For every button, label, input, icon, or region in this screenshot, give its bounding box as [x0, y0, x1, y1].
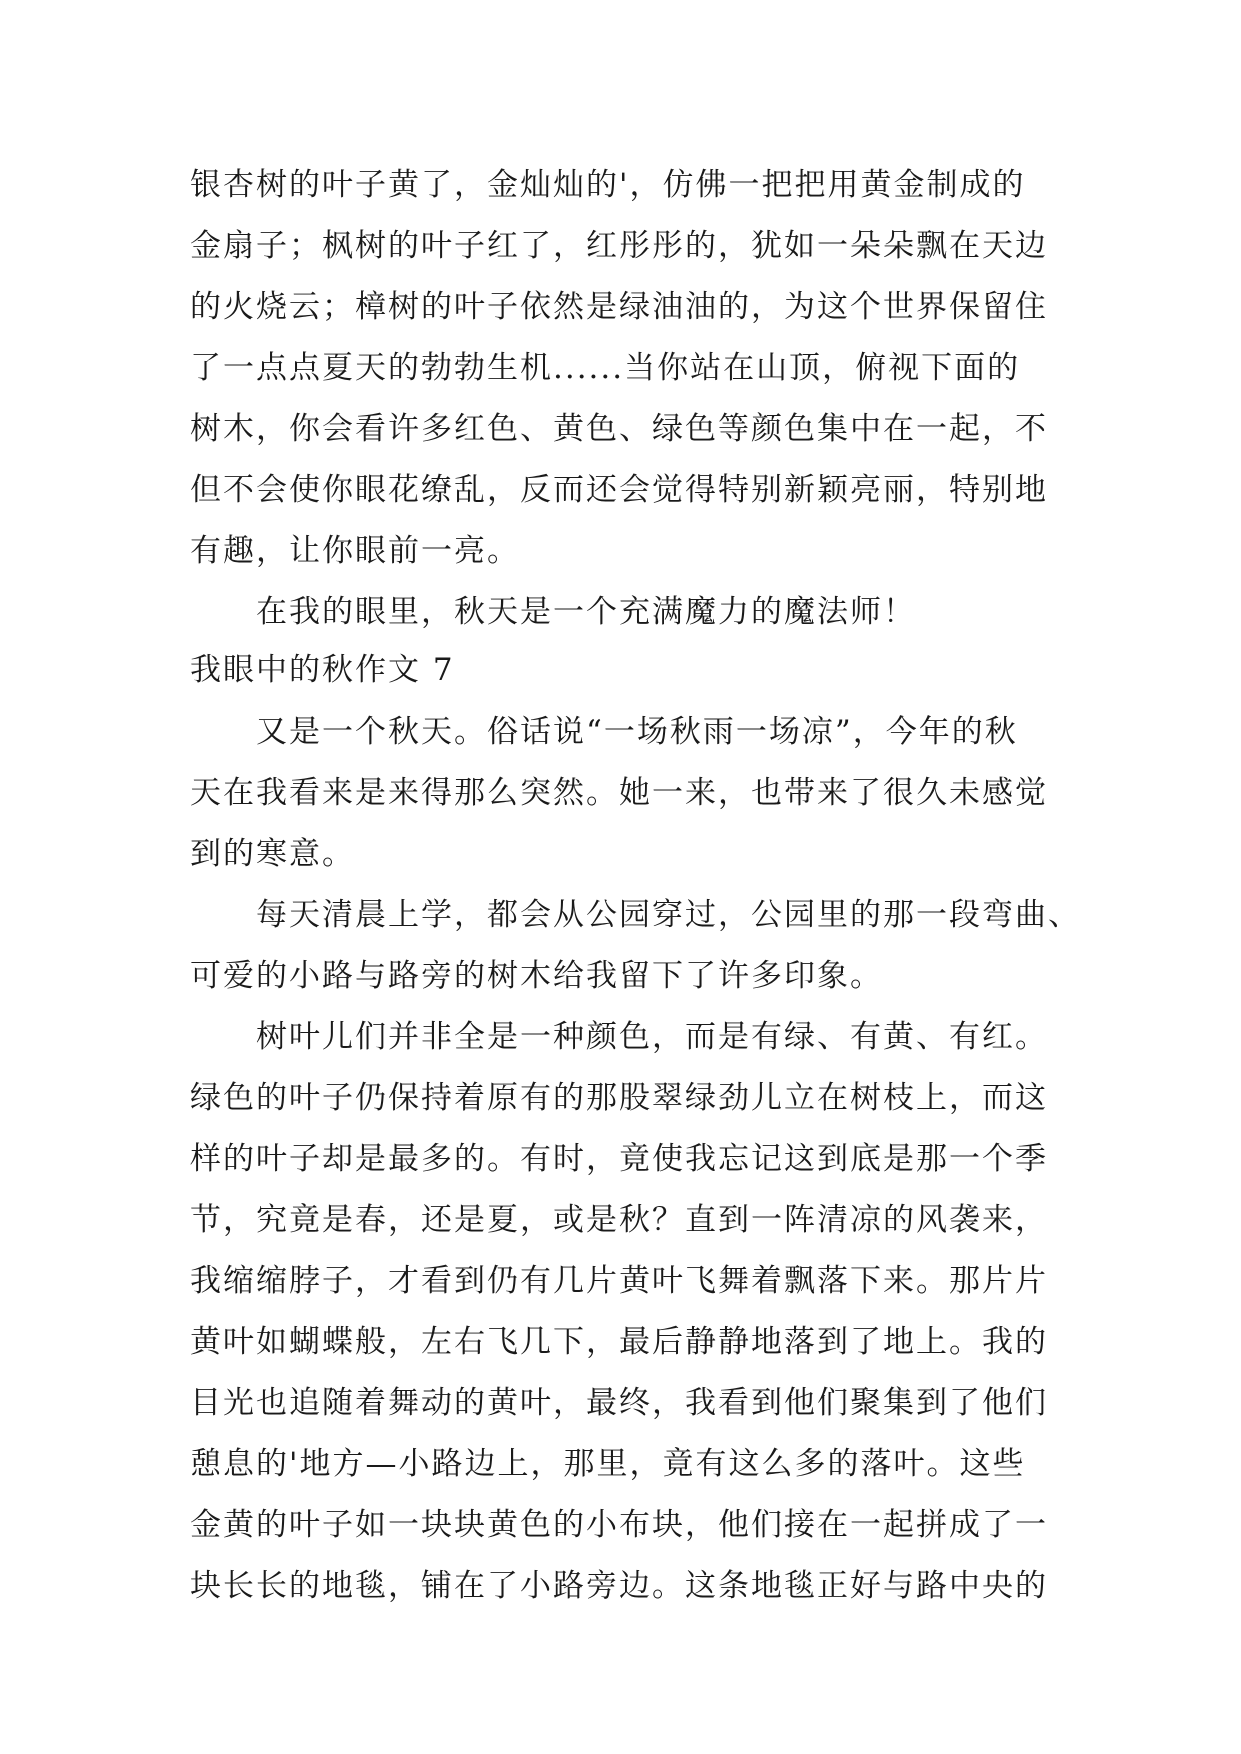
- text-line: 了一点点夏天的勃勃生机......当你站在山顶，俯视下面的: [190, 350, 1021, 386]
- paragraph-park-path: [190, 885, 1081, 1007]
- text-line: 在我的眼里，秋天是一个充满魔力的魔法师！: [256, 594, 916, 630]
- text-line: 的火烧云；樟树的叶子依然是绿油油的，为这个世界保留住: [190, 289, 1048, 325]
- paragraph-autumn-magician: [190, 582, 1070, 643]
- text-line: 样的叶子却是最多的。有时，竟使我忘记这到底是那一个季: [190, 1141, 1048, 1177]
- text-line: 节，究竟是春，还是夏，或是秋？直到一阵清凉的风袭来，: [190, 1202, 1048, 1238]
- text-line: 到的寒意。: [190, 836, 355, 872]
- text-line: 块长长的地毯，铺在了小路旁边。这条地毯正好与路中央的: [190, 1568, 1048, 1604]
- text-line: 可爱的小路与路旁的树木给我留下了许多印象。: [190, 958, 883, 994]
- text-line: 憩息的'地方—小路边上，那里，竟有这么多的落叶。这些: [190, 1446, 1026, 1482]
- text-line: 我缩缩脖子，才看到仍有几片黄叶飞舞着飘落下来。那片片: [190, 1263, 1048, 1299]
- text-line: 树叶儿们并非全是一种颜色，而是有绿、有黄、有红。: [256, 1019, 1048, 1055]
- text-line: 天在我看来是来得那么突然。她一来，也带来了很久未感觉: [190, 775, 1048, 811]
- text-line: 银杏树的叶子黄了，金灿灿的'，仿佛一把把用黄金制成的: [190, 167, 1026, 203]
- text-line: 金黄的叶子如一块块黄色的小布块，他们接在一起拼成了一: [190, 1507, 1048, 1543]
- paragraph-ginkgo-leaves: [190, 155, 1070, 582]
- text-line: 又是一个秋天。俗话说“一场秋雨一场凉”，今年的秋: [256, 714, 1018, 750]
- text-line: 但不会使你眼花缭乱，反而还会觉得特别新颖亮丽，特别地: [190, 472, 1048, 508]
- text-line: 有趣，让你眼前一亮。: [190, 533, 520, 569]
- text-line: 目光也追随着舞动的黄叶，最终，我看到他们聚集到了他们: [190, 1385, 1048, 1421]
- text-line: 树木，你会看许多红色、黄色、绿色等颜色集中在一起，不: [190, 411, 1048, 447]
- paragraph-autumn-arrives: [190, 702, 1070, 885]
- document-body: [190, 155, 1081, 1617]
- paragraph-leaf-colors: [190, 1007, 1070, 1617]
- text-line: 金扇子；枫树的叶子红了，红彤彤的，犹如一朵朵飘在天边: [190, 228, 1048, 264]
- text-line: 黄叶如蝴蝶般，左右飞几下，最后静静地落到了地上。我的: [190, 1324, 1048, 1360]
- text-line: 绿色的叶子仍保持着原有的那股翠绿劲儿立在树枝上，而这: [190, 1080, 1048, 1116]
- essay-heading: 我眼中的秋作文 7: [190, 652, 455, 688]
- text-line: 每天清晨上学，都会从公园穿过，公园里的那一段弯曲、: [256, 897, 1081, 933]
